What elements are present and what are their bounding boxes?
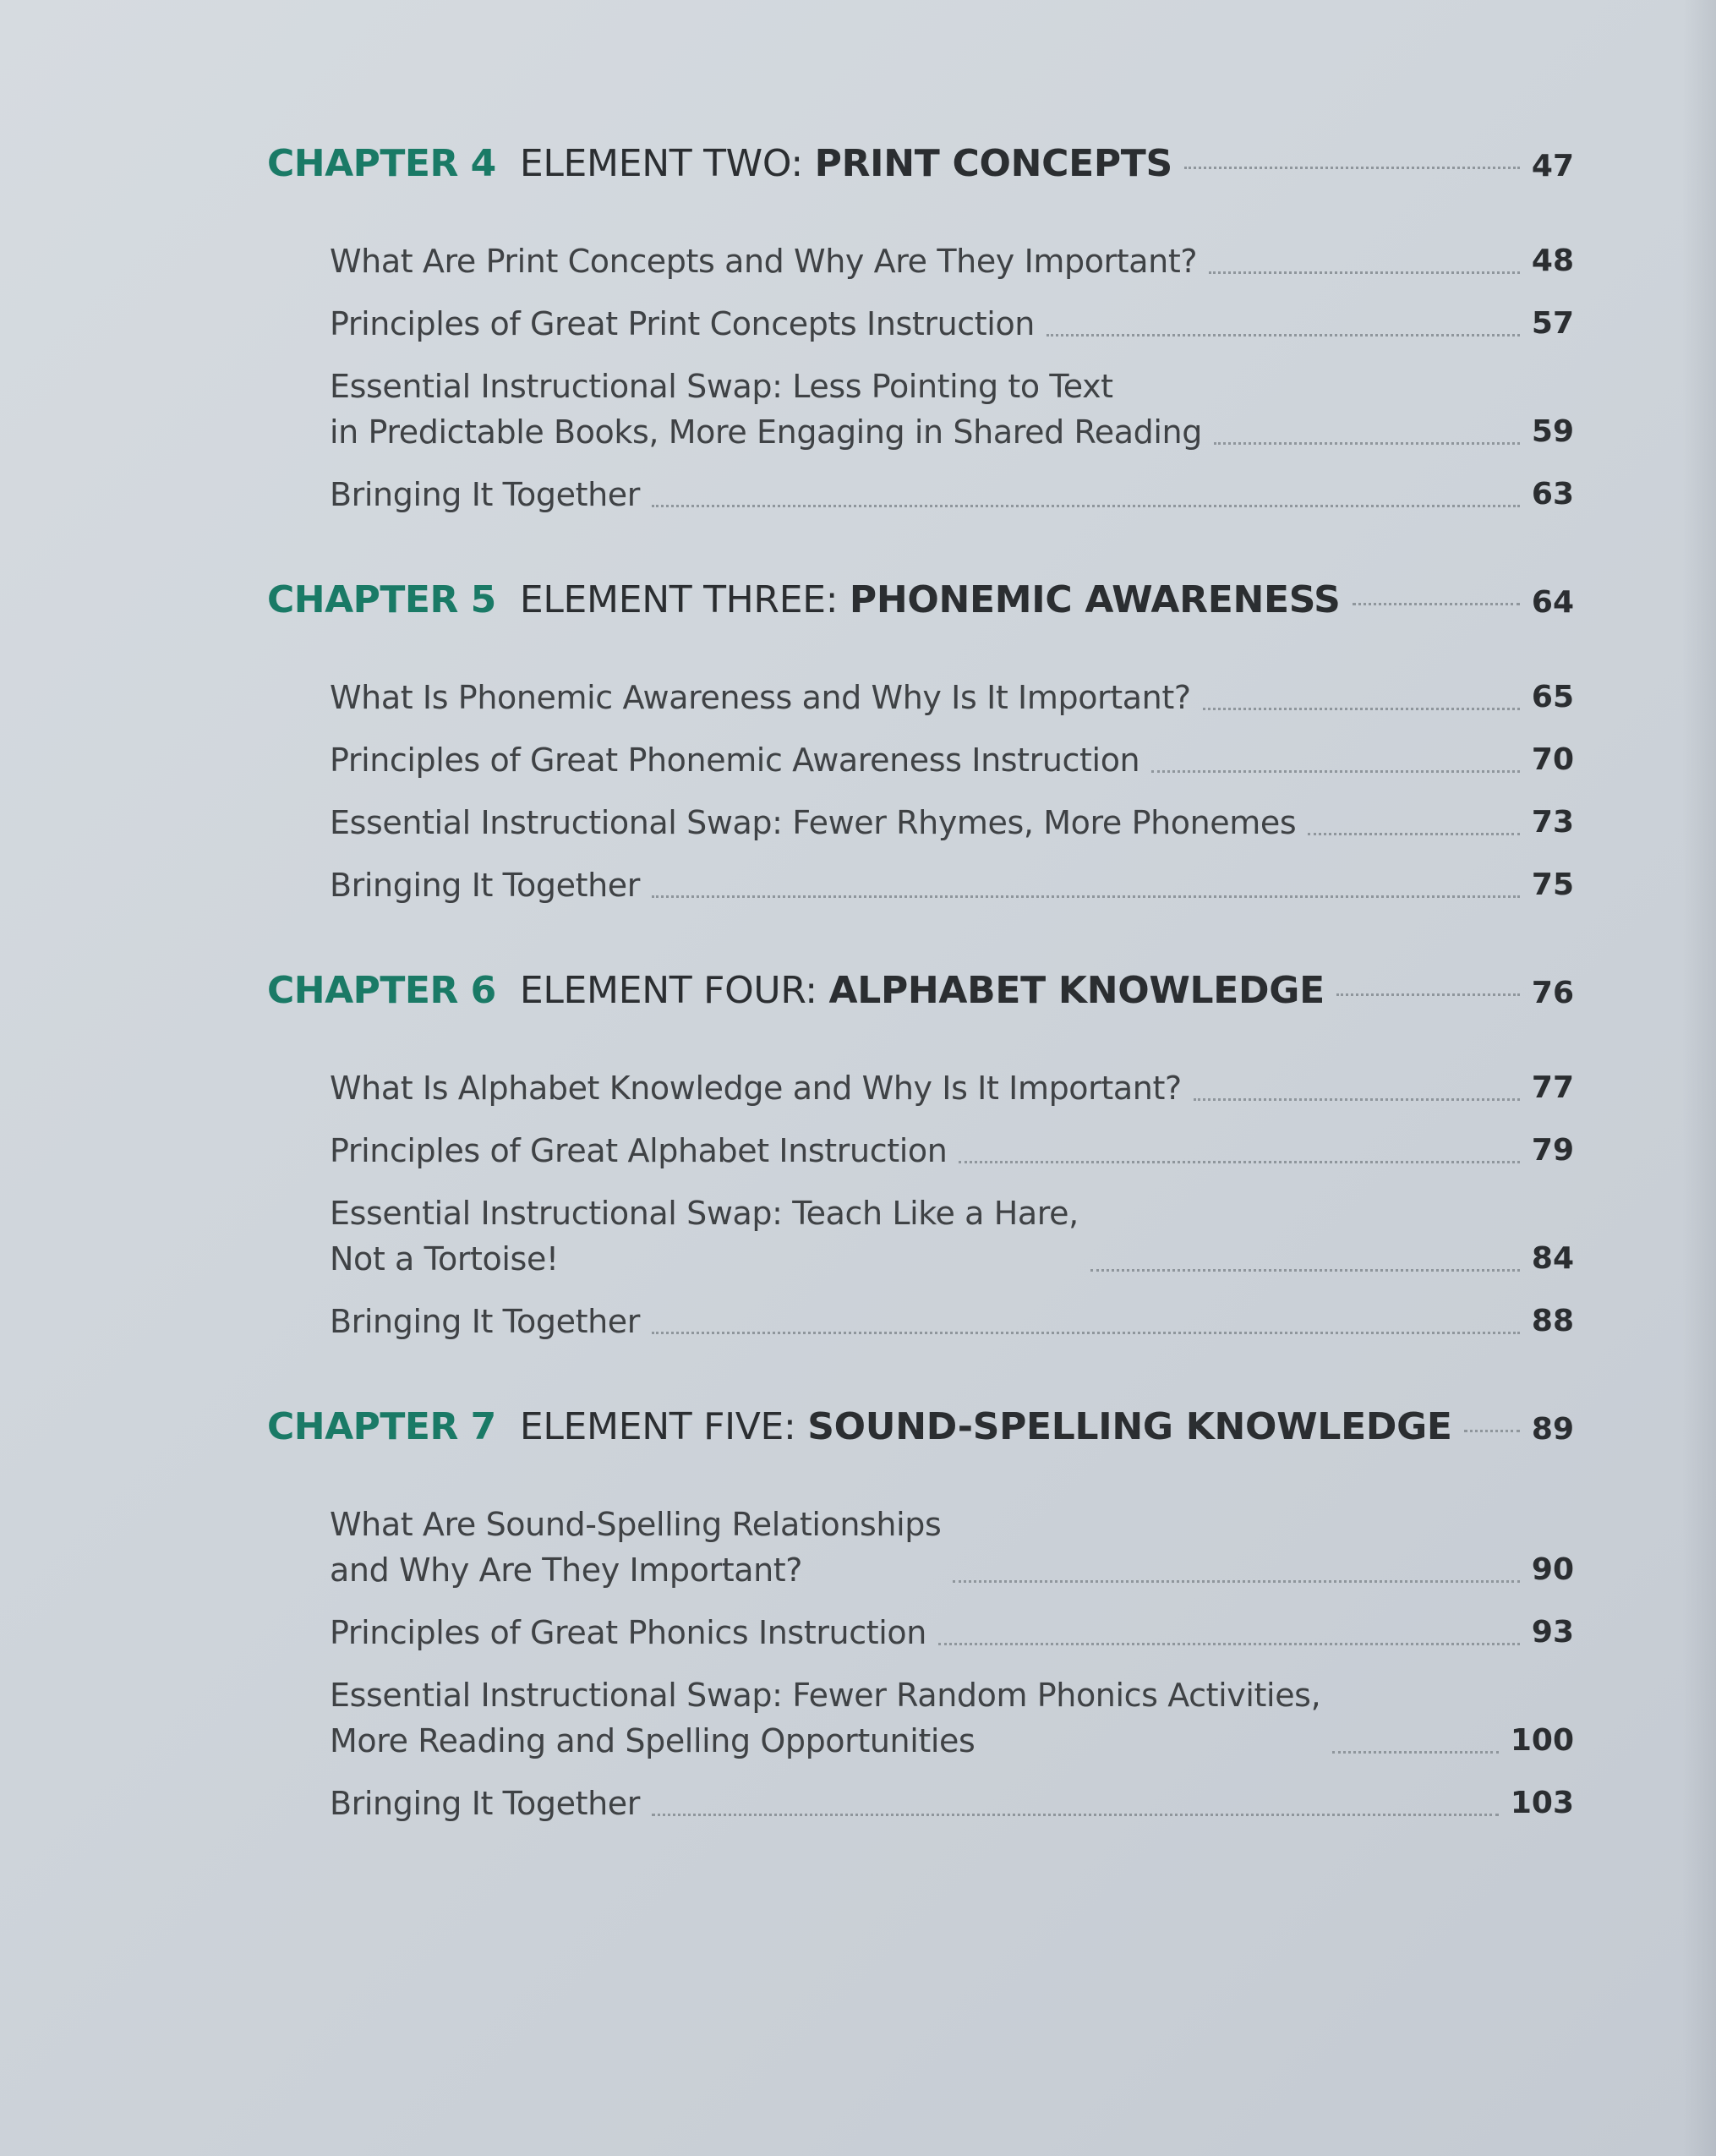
toc-entry[interactable] <box>267 364 1574 455</box>
entry-line-1: Principles of Great Alphabet Instruction <box>330 1132 948 1169</box>
entry-line-2: and Why Are They Important? <box>330 1551 803 1589</box>
chapter-heading[interactable] <box>267 1390 1574 1485</box>
chapter-heading[interactable] <box>267 563 1574 658</box>
chapter-title-main: PHONEMIC AWARENESS <box>849 578 1341 621</box>
entry-line-1: Essential Instructional Swap: Teach Like a Hare, <box>330 1195 1079 1232</box>
toc-entry[interactable] <box>267 238 1574 284</box>
entry-line-1: What Are Sound-Spelling Relationships <box>330 1506 942 1543</box>
chapter-title <box>520 578 1341 621</box>
page-number: 47 <box>1531 149 1574 183</box>
entry-title <box>330 1190 1079 1282</box>
chapter-label: CHAPTER 6 <box>267 969 496 1012</box>
entry-title <box>330 1128 947 1174</box>
toc-entry[interactable] <box>267 472 1574 517</box>
dot-leader <box>652 505 1520 507</box>
toc-entry[interactable] <box>267 1299 1574 1344</box>
toc-entry[interactable] <box>267 1190 1574 1282</box>
page-number: 76 <box>1531 976 1574 1010</box>
entry-title <box>330 364 1202 455</box>
page-number: 84 <box>1531 1241 1574 1276</box>
dot-leader <box>652 1814 1499 1816</box>
toc-entry[interactable] <box>267 737 1574 783</box>
dot-leader <box>1332 1751 1499 1754</box>
dot-leader <box>1214 442 1520 445</box>
dot-leader <box>1353 603 1520 605</box>
chapter-title-prefix: ELEMENT FIVE: <box>519 1405 808 1448</box>
dot-leader <box>1194 1098 1520 1101</box>
page-number: 75 <box>1531 867 1574 902</box>
chapter-4 <box>267 127 1574 517</box>
entry-line-1: Bringing It Together <box>330 867 640 904</box>
page-number: 48 <box>1531 244 1574 278</box>
entry-title <box>330 1781 640 1826</box>
dot-leader <box>1336 993 1520 996</box>
entry-line-1: Bringing It Together <box>330 1785 640 1822</box>
entry-line-2: in Predictable Books, More Engaging in Shared Reading <box>330 413 1202 451</box>
chapter-title-main: SOUND-SPELLING KNOWLEDGE <box>807 1405 1452 1448</box>
page-number: 70 <box>1531 742 1574 777</box>
toc-entry[interactable] <box>267 1781 1574 1826</box>
chapter-title <box>520 142 1172 185</box>
chapter-title-main: PRINT CONCEPTS <box>814 142 1172 185</box>
chapter-heading[interactable] <box>267 127 1574 222</box>
toc-entry[interactable] <box>267 800 1574 845</box>
entry-line-1: What Is Alphabet Knowledge and Why Is It Important? <box>330 1070 1182 1107</box>
entry-line-1: What Are Print Concepts and Why Are They Important? <box>330 243 1198 280</box>
dot-leader <box>1151 770 1520 773</box>
dot-leader <box>953 1580 1520 1583</box>
chapter-label: CHAPTER 7 <box>267 1405 496 1448</box>
entry-line-1: Principles of Great Phonemic Awareness Instruction <box>330 741 1140 779</box>
dot-leader <box>1047 334 1520 337</box>
entry-title <box>330 301 1035 347</box>
page-number: 93 <box>1531 1615 1574 1650</box>
page-number: 79 <box>1531 1133 1574 1168</box>
toc-entry[interactable] <box>267 675 1574 720</box>
entry-line-1: Bringing It Together <box>330 476 640 513</box>
entry-title <box>330 1610 926 1655</box>
toc-entry[interactable] <box>267 301 1574 347</box>
dot-leader <box>938 1643 1520 1645</box>
entry-line-2: More Reading and Spelling Opportunities <box>330 1722 975 1759</box>
dot-leader <box>1090 1269 1520 1272</box>
entry-line-1: Essential Instructional Swap: Fewer Random Phonics Activities, <box>330 1677 1321 1714</box>
toc-entry[interactable] <box>267 1672 1574 1764</box>
page-number: 64 <box>1531 585 1574 620</box>
chapter-6 <box>267 954 1574 1344</box>
page-number: 100 <box>1510 1723 1574 1758</box>
page-number: 57 <box>1531 306 1574 341</box>
chapter-title <box>520 969 1325 1012</box>
page-number: 63 <box>1531 477 1574 512</box>
entry-title <box>330 800 1296 845</box>
entry-title <box>330 1299 640 1344</box>
dot-leader <box>652 895 1520 898</box>
entry-line-1: Principles of Great Phonics Instruction <box>330 1614 926 1651</box>
chapter-title-prefix: ELEMENT TWO: <box>519 142 815 185</box>
toc-entry[interactable] <box>267 1065 1574 1111</box>
dot-leader <box>1308 833 1520 835</box>
page-number: 103 <box>1510 1786 1574 1820</box>
chapter-label: CHAPTER 5 <box>267 578 496 621</box>
chapter-title-prefix: ELEMENT FOUR: <box>519 969 829 1012</box>
table-of-contents <box>267 127 1574 1872</box>
dot-leader <box>1203 708 1520 710</box>
toc-entry[interactable] <box>267 862 1574 908</box>
chapter-label: CHAPTER 4 <box>267 142 496 185</box>
toc-entry[interactable] <box>267 1610 1574 1655</box>
entry-line-1: Principles of Great Print Concepts Instruction <box>330 305 1035 342</box>
entry-line-1: What Is Phonemic Awareness and Why Is It Important? <box>330 679 1191 716</box>
entry-title <box>330 675 1191 720</box>
dot-leader <box>1184 167 1520 169</box>
dot-leader <box>959 1161 1520 1163</box>
page-number: 90 <box>1531 1552 1574 1587</box>
entry-line-1: Essential Instructional Swap: Less Pointing to Text <box>330 368 1113 405</box>
entry-title <box>330 862 640 908</box>
page-number: 89 <box>1531 1412 1574 1447</box>
toc-entry[interactable] <box>267 1502 1574 1593</box>
page-edge-shadow <box>1682 0 1716 2156</box>
dot-leader <box>1209 271 1520 274</box>
entry-line-1: Bringing It Together <box>330 1303 640 1340</box>
chapter-title-prefix: ELEMENT THREE: <box>519 578 850 621</box>
dot-leader <box>1464 1430 1520 1432</box>
page-number: 73 <box>1531 805 1574 840</box>
page-number: 65 <box>1531 680 1574 714</box>
entry-title <box>330 238 1197 284</box>
chapter-title-main: ALPHABET KNOWLEDGE <box>828 969 1325 1012</box>
toc-entry[interactable] <box>267 1128 1574 1174</box>
entry-title <box>330 472 640 517</box>
entry-title <box>330 1672 1320 1764</box>
entry-line-2: Not a Tortoise! <box>330 1240 559 1278</box>
entry-title <box>330 1065 1182 1111</box>
page-number: 77 <box>1531 1070 1574 1105</box>
page-number: 88 <box>1531 1304 1574 1338</box>
entry-title <box>330 737 1139 783</box>
entry-line-1: Essential Instructional Swap: Fewer Rhymes, More Phonemes <box>330 804 1297 841</box>
chapter-7 <box>267 1390 1574 1826</box>
entry-title <box>330 1502 941 1593</box>
chapter-title <box>520 1405 1452 1448</box>
page-number: 59 <box>1531 414 1574 449</box>
chapter-heading[interactable] <box>267 954 1574 1048</box>
chapter-5 <box>267 563 1574 908</box>
dot-leader <box>652 1332 1520 1334</box>
